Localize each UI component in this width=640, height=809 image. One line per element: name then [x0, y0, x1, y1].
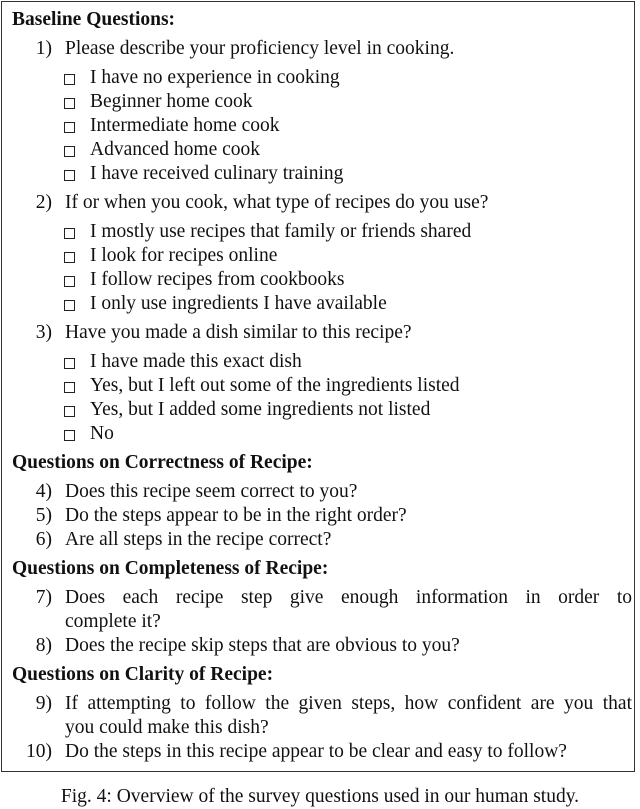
option-label: I only use ingredients I have available	[90, 293, 387, 314]
question-text: If or when you cook, what type of recipes do you use?	[65, 192, 489, 213]
option-item[interactable]	[64, 138, 260, 162]
option-item[interactable]	[64, 220, 471, 244]
option-label: Yes, but I added some ingredients not listed	[90, 399, 431, 420]
question-number: 6)	[35, 529, 52, 550]
question-number: 4)	[35, 481, 52, 502]
checkbox-icon[interactable]	[64, 406, 75, 417]
question-text: Have you made a dish similar to this recipe?	[65, 322, 412, 343]
option-label: I look for recipes online	[90, 245, 278, 266]
option-item[interactable]	[64, 374, 460, 398]
checkbox-icon[interactable]	[64, 276, 75, 287]
checkbox-icon[interactable]	[64, 358, 75, 369]
checkbox-icon[interactable]	[64, 228, 75, 239]
option-item[interactable]	[64, 398, 430, 422]
option-label: Intermediate home cook	[90, 115, 280, 136]
question-text: Please describe your proficiency level in cooking.	[65, 38, 455, 59]
question-text: If attempting to follow the given steps, how confident are you that	[65, 693, 632, 714]
checkbox-icon[interactable]	[64, 300, 75, 311]
option-label: Advanced home cook	[90, 139, 261, 160]
option-item[interactable]	[64, 350, 302, 374]
question-text: Does this recipe seem correct to you?	[65, 481, 358, 502]
question-text: Are all steps in the recipe correct?	[65, 529, 332, 550]
question-number: 1)	[35, 38, 52, 59]
survey-box	[1, 1, 635, 772]
option-label: I have made this exact dish	[90, 351, 302, 372]
question-number: 8)	[35, 635, 52, 656]
option-item[interactable]	[64, 422, 114, 446]
question-number: 7)	[35, 587, 52, 608]
option-label: I have no experience in cooking	[90, 67, 340, 88]
option-label: No	[90, 423, 114, 444]
question-text-continued: you could make this dish?	[65, 717, 269, 738]
option-label: I follow recipes from cookbooks	[90, 269, 345, 290]
question-text: Do the steps appear to be in the right order?	[65, 505, 407, 526]
option-label: I have received culinary training	[90, 163, 344, 184]
option-item[interactable]	[64, 162, 343, 186]
checkbox-icon[interactable]	[64, 146, 75, 157]
section-header-baseline: Baseline Questions:	[12, 9, 176, 30]
question-text-continued: complete it?	[65, 611, 161, 632]
checkbox-icon[interactable]	[64, 430, 75, 441]
option-item[interactable]	[64, 66, 340, 90]
option-label: I mostly use recipes that family or friends shared	[90, 221, 472, 242]
checkbox-icon[interactable]	[64, 122, 75, 133]
option-label: Yes, but I left out some of the ingredients listed	[90, 375, 460, 396]
question-number: 9)	[35, 693, 52, 714]
checkbox-icon[interactable]	[64, 382, 75, 393]
question-text: Does each recipe step give enough information in order to	[65, 587, 632, 608]
checkbox-icon[interactable]	[64, 170, 75, 181]
question-number: 5)	[35, 505, 52, 526]
option-label: Beginner home cook	[90, 91, 253, 112]
question-number: 10)	[26, 741, 52, 762]
option-item[interactable]	[64, 268, 345, 292]
option-item[interactable]	[64, 114, 280, 138]
question-number: 3)	[35, 322, 52, 343]
section-header-clarity: Questions on Clarity of Recipe:	[12, 664, 274, 685]
checkbox-icon[interactable]	[64, 74, 75, 85]
question-number: 2)	[35, 192, 52, 213]
option-item[interactable]	[64, 292, 387, 316]
checkbox-icon[interactable]	[64, 98, 75, 109]
question-text: Does the recipe skip steps that are obvious to you?	[65, 635, 460, 656]
section-header-correctness: Questions on Correctness of Recipe:	[12, 452, 313, 473]
option-item[interactable]	[64, 90, 252, 114]
figure-caption: Fig. 4: Overview of the survey questions used in our human study.	[60, 786, 580, 807]
checkbox-icon[interactable]	[64, 252, 75, 263]
option-item[interactable]	[64, 244, 277, 268]
section-header-completeness: Questions on Completeness of Recipe:	[12, 558, 329, 579]
question-text: Do the steps in this recipe appear to be clear and easy to follow?	[65, 741, 567, 762]
